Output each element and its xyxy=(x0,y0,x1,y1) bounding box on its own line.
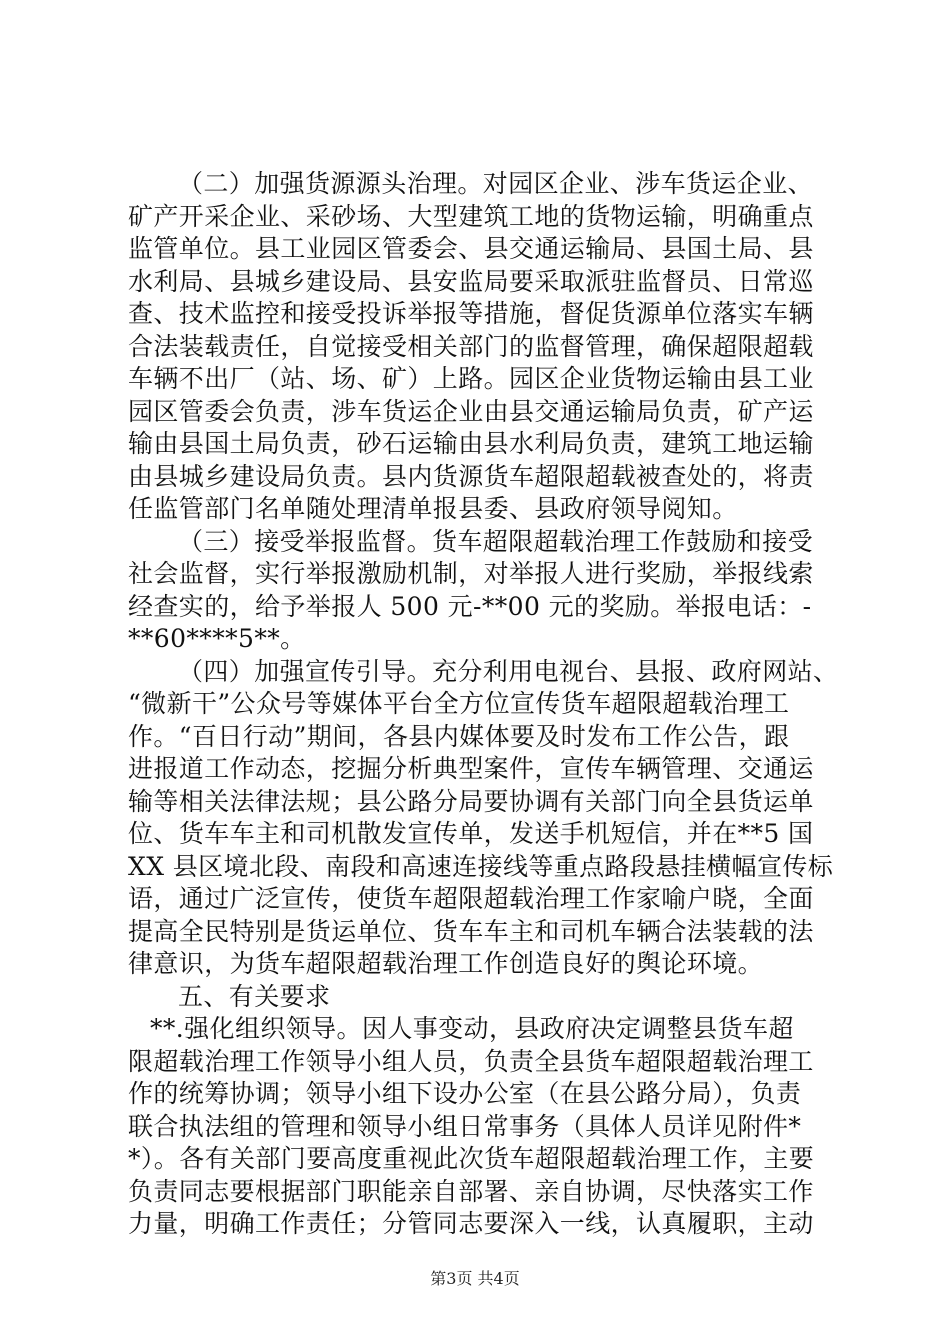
paragraph-line: 力量，明确工作责任；分管同志要深入一线，认真履职，主动 xyxy=(128,1209,814,1238)
paragraph-line: “微新干”公众号等媒体平台全方位宣传货车超限超载治理工 xyxy=(128,689,790,718)
paragraph-line: 限超载治理工作领导小组人员，负责全县货车超限超载治理工 xyxy=(128,1046,814,1076)
paragraph-line: 社会监督，实行举报激励机制，对举报人进行奖励，举报线索 xyxy=(128,559,814,588)
paragraph-line: 作的统筹协调；领导小组下设办公室（在县公路分局），负责 xyxy=(128,1079,802,1108)
paragraph-line: 矿产开采企业、采砂场、大型建筑工地的货物运输，明确重点 xyxy=(128,201,814,231)
page-number-footer: 第3页 共4页 xyxy=(430,1269,520,1288)
paragraph-line: 合法装载责任，自觉接受相关部门的监督管理，确保超限超载 xyxy=(128,331,814,361)
paragraph-line: 联合执法组的管理和领导小组日常事务（具体人员详见附件* xyxy=(128,1111,802,1141)
paragraph-line: 输等相关法律法规；县公路分局要协调有关部门向全县货运单 xyxy=(128,786,814,816)
document-body xyxy=(128,168,839,1241)
paragraph-line: 提高全民特别是货运单位、货车车主和司机车辆合法装载的法 xyxy=(128,916,814,946)
section-heading: 五、有关要求 xyxy=(178,981,331,1011)
paragraph-line: 进报道工作动态，挖掘分析典型案件，宣传车辆管理、交通运 xyxy=(128,754,814,783)
paragraph-line: 位、货车车主和司机散发宣传单，发送手机短信，并在**5 国 xyxy=(128,819,814,848)
paragraph-line: *）。各有关部门要高度重视此次货车超限超载治理工作，主要 xyxy=(128,1144,815,1173)
paragraph-line: 水利局、县城乡建设局、县安监局要采取派驻监督员、日常巡 xyxy=(128,266,814,296)
paragraph-line: 律意识，为货车超限超载治理工作创造良好的舆论环境。 xyxy=(128,949,764,978)
paragraph-line: 监管单位。县工业园区管委会、县交通运输局、县国土局、县 xyxy=(128,234,814,263)
paragraph-line: 园区管委会负责，涉车货运企业由县交通运输局负责，矿产运 xyxy=(128,396,814,426)
paragraph-line: **60****5**。 xyxy=(128,624,306,653)
paragraph-line: 由县城乡建设局负责。县内货源货车超限超载被查处的，将责 xyxy=(128,461,814,491)
paragraph-line: （二）加强货源源头治理。对园区企业、涉车货运企业、 xyxy=(178,169,814,198)
paragraph-line: 语，通过广泛宣传，使货车超限超载治理工作家喻户晓，全面 xyxy=(128,884,814,913)
paragraph-line: 负责同志要根据部门职能亲自部署、亲自协调，尽快落实工作 xyxy=(128,1176,814,1206)
paragraph-line: 作。“百日行动”期间，各县内媒体要及时发布工作公告，跟 xyxy=(128,721,790,751)
paragraph-line: 查、技术监控和接受投诉举报等措施，督促货源单位落实车辆 xyxy=(128,299,814,328)
paragraph-line: （四）加强宣传引导。充分利用电视台、县报、政府网站、 xyxy=(178,656,839,686)
paragraph-line: 任监管部门名单随处理清单报县委、县政府领导阅知。 xyxy=(128,494,738,523)
paragraph-line: 经查实的，给予举报人 500 元-**00 元的奖励。举报电话：- xyxy=(128,591,812,621)
paragraph-line: 输由县国土局负责，砂石运输由县水利局负责，建筑工地运输 xyxy=(128,429,814,458)
paragraph-line: 车辆不出厂（站、场、矿）上路。园区企业货物运输由县工业 xyxy=(128,364,814,393)
paragraph-line: （三）接受举报监督。货车超限超载治理工作鼓励和接受 xyxy=(178,526,814,556)
paragraph-line: XX 县区境北段、南段和高速连接线等重点路段悬挂横幅宣传标 xyxy=(128,851,834,881)
paragraph-line: **.强化组织领导。因人事变动，县政府决定调整县货车超 xyxy=(150,1014,794,1043)
